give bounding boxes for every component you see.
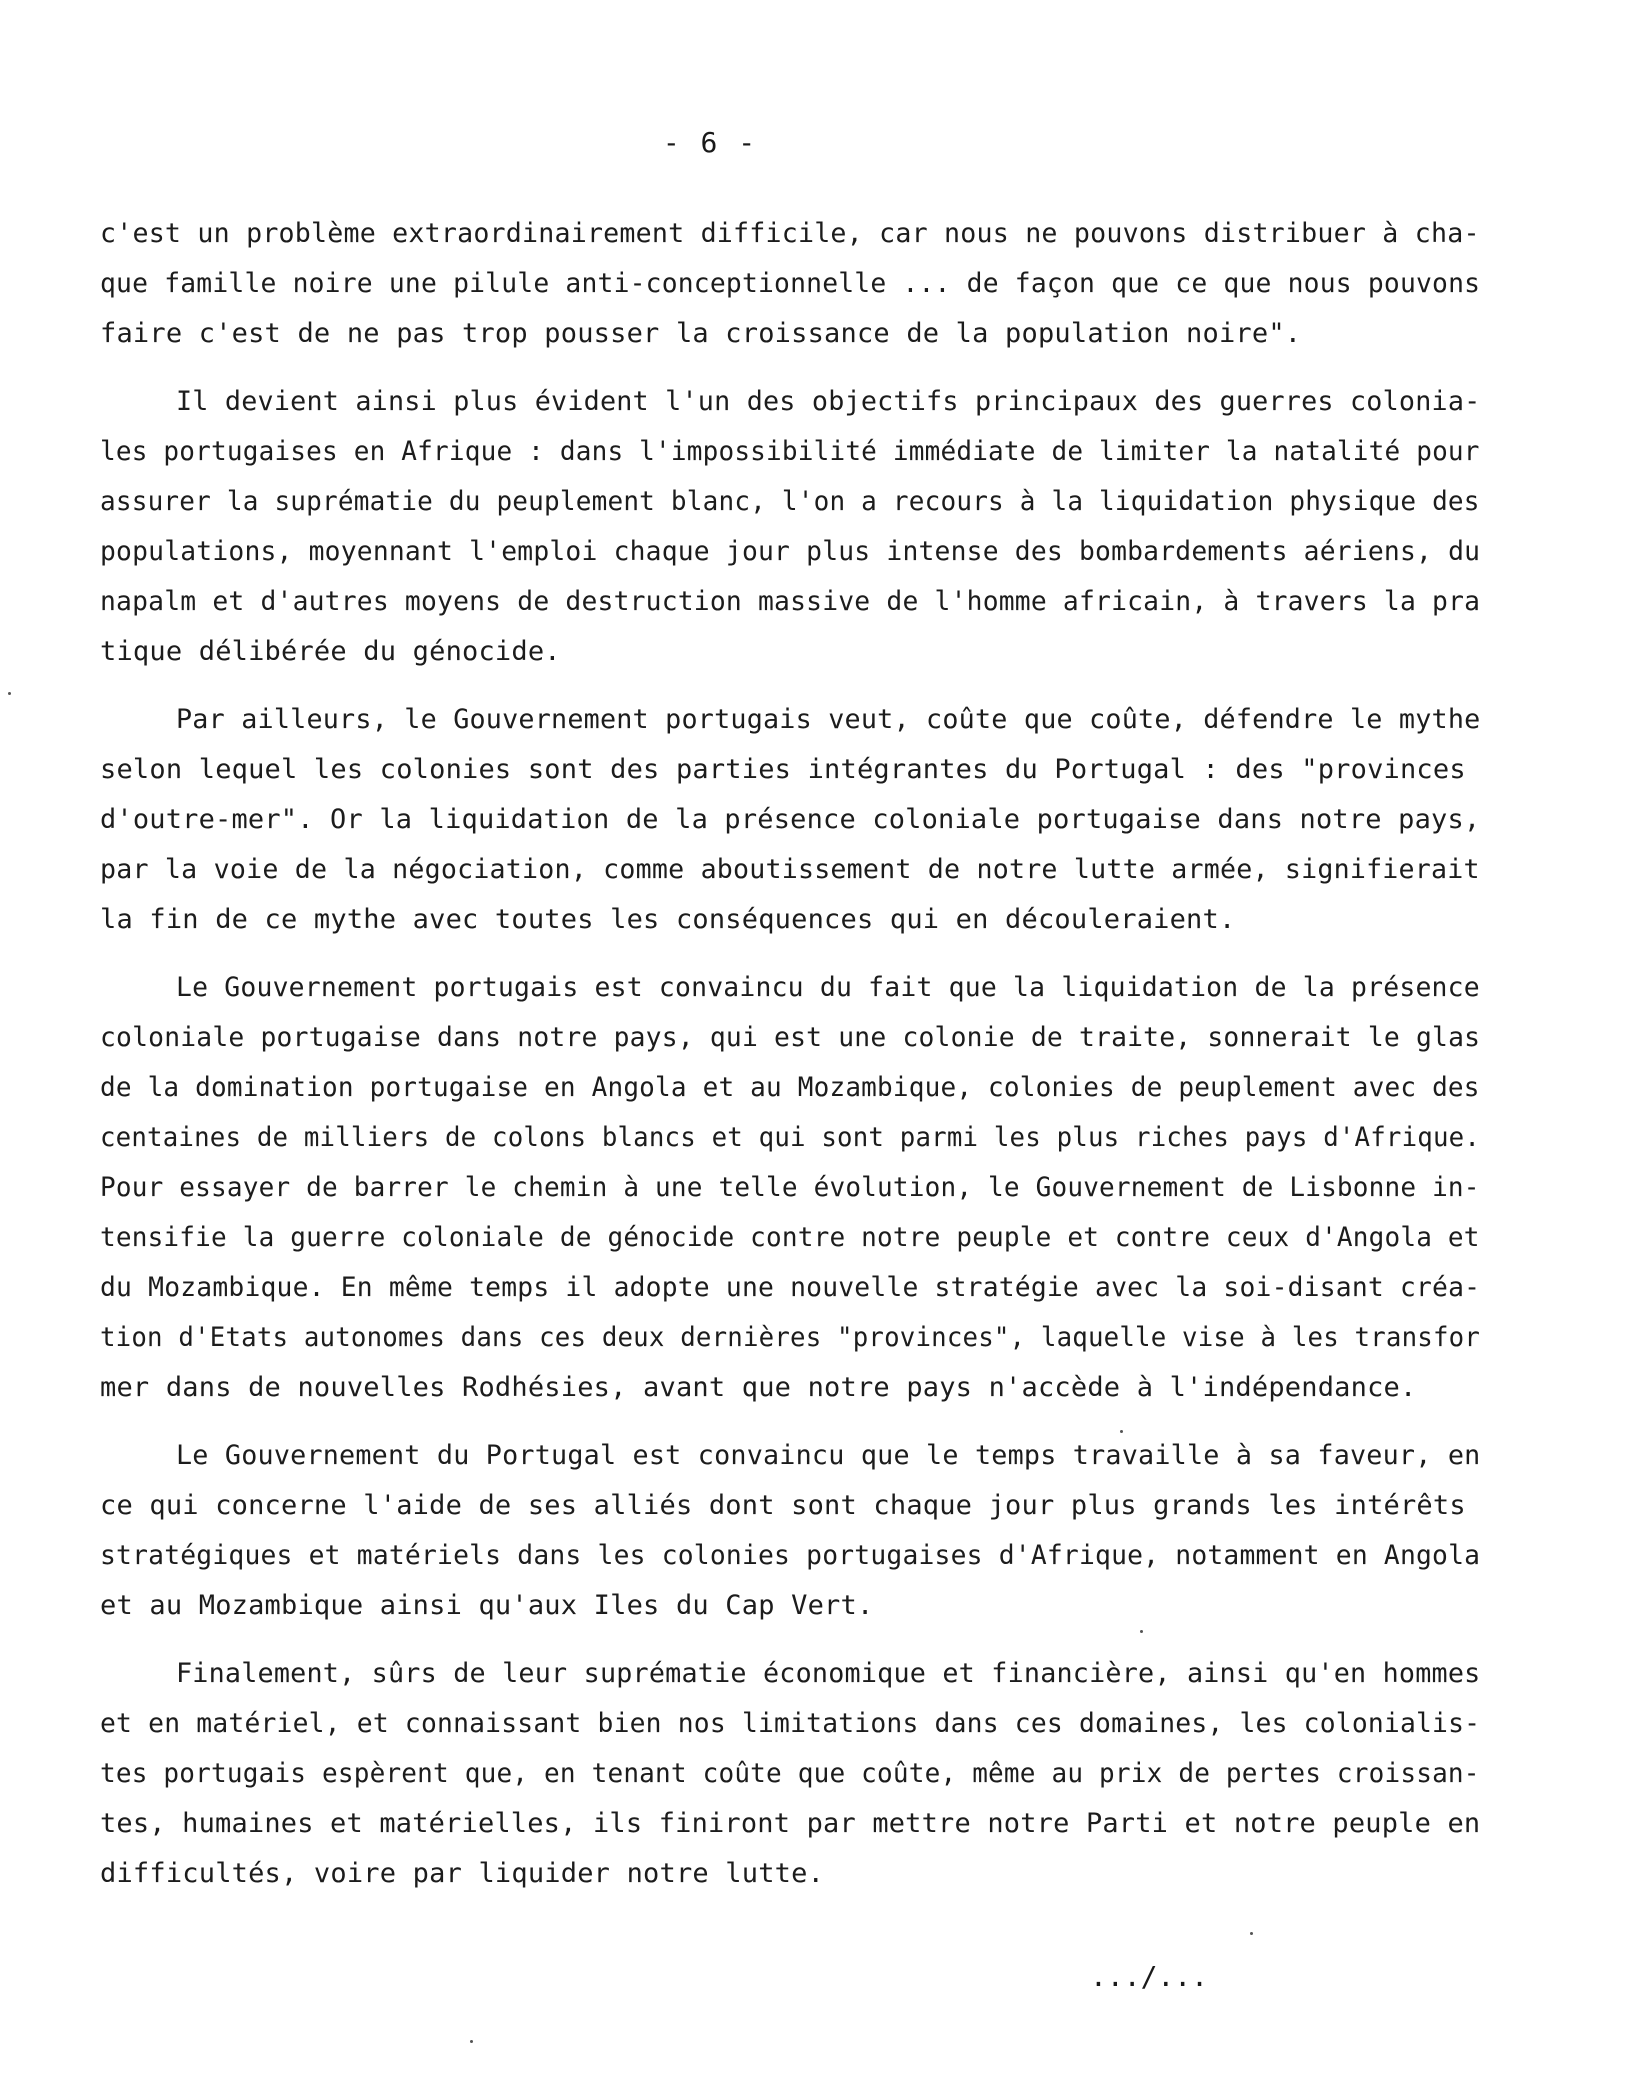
continuation-mark: .../... (1090, 1960, 1209, 1993)
text-line: tes portugais espèrent que, en tenant coûte que coûte, même au prix de pertes croissan- (100, 1758, 1480, 1789)
text-line: c'est un problème extraordinairement difficile, car nous ne pouvons distribuer à cha- (100, 218, 1480, 249)
scan-speck (1250, 1932, 1253, 1935)
text-line: et au Mozambique ainsi qu'aux Iles du Cap Vert. (100, 1590, 874, 1621)
text-line: stratégiques et matériels dans les colonies portugaises d'Afrique, notamment en Angola (100, 1540, 1481, 1571)
text-line: tique délibérée du génocide. (100, 636, 561, 667)
text-line: Il devient ainsi plus évident l'un des objectifs principaux des guerres colonia- (176, 386, 1481, 417)
text-line: Finalement, sûrs de leur suprématie économique et financière, ainsi qu'en hommes (176, 1658, 1481, 1689)
scan-speck (8, 692, 11, 695)
text-line: du Mozambique. En même temps il adopte une nouvelle stratégie avec la soi-disant créa- (100, 1272, 1481, 1303)
text-line: mer dans de nouvelles Rodhésies, avant que notre pays n'accède à l'indépendance. (100, 1372, 1417, 1403)
text-line: populations, moyennant l'emploi chaque jour plus intense des bombardements aériens, du (100, 536, 1481, 567)
text-line: la fin de ce mythe avec toutes les conséquences qui en découleraient. (100, 904, 1236, 935)
text-line: coloniale portugaise dans notre pays, qui est une colonie de traite, sonnerait le glas (100, 1022, 1481, 1053)
text-line: assurer la suprématie du peuplement blanc, l'on a recours à la liquidation physique des (100, 486, 1480, 517)
text-line: tensifie la guerre coloniale de génocide contre notre peuple et contre ceux d'Angola et (100, 1222, 1480, 1253)
text-line: et en matériel, et connaissant bien nos limitations dans ces domaines, les colonialis- (100, 1708, 1481, 1739)
text-line: Le Gouvernement du Portugal est convaincu que le temps travaille à sa faveur, en (176, 1440, 1481, 1471)
text-line: ce qui concerne l'aide de ses alliés dont sont chaque jour plus grands les intérêts (100, 1490, 1466, 1521)
text-line: Pour essayer de barrer le chemin à une telle évolution, le Gouvernement de Lisbonne in- (100, 1172, 1480, 1203)
text-line: faire c'est de ne pas trop pousser la croissance de la population noire". (100, 318, 1302, 349)
text-line: que famille noire une pilule anti-conceptionnelle ... de façon que ce que nous pouvons (100, 268, 1481, 299)
text-line: de la domination portugaise en Angola et au Mozambique, colonies de peuplement avec des (100, 1072, 1480, 1103)
text-line: tion d'Etats autonomes dans ces deux dernières "provinces", laquelle vise à les transfor (100, 1322, 1481, 1353)
text-line: tes, humaines et matérielles, ils finiront par mettre notre Parti et notre peuple en (100, 1808, 1481, 1839)
text-line: Le Gouvernement portugais est convaincu du fait que la liquidation de la présence (176, 972, 1480, 1003)
text-line: selon lequel les colonies sont des parties intégrantes du Portugal : des "provinces (100, 754, 1466, 785)
text-line: centaines de milliers de colons blancs et qui sont parmi les plus riches pays d'Afrique. (100, 1122, 1481, 1153)
page-number: - 6 - (662, 126, 758, 159)
scan-speck (470, 2040, 473, 2043)
text-line: par la voie de la négociation, comme aboutissement de notre lutte armée, signifierait (100, 854, 1480, 885)
text-line: les portugaises en Afrique : dans l'impossibilité immédiate de limiter la natalité pour (100, 436, 1480, 467)
scan-speck (1120, 1430, 1123, 1433)
text-line: napalm et d'autres moyens de destruction massive de l'homme africain, à travers la pra (100, 586, 1481, 617)
scan-speck (1140, 1630, 1143, 1633)
text-line: d'outre-mer". Or la liquidation de la présence coloniale portugaise dans notre pays, (100, 804, 1481, 835)
text-line: difficultés, voire par liquider notre lutte. (100, 1858, 825, 1889)
text-line: Par ailleurs, le Gouvernement portugais veut, coûte que coûte, défendre le mythe (176, 704, 1481, 735)
